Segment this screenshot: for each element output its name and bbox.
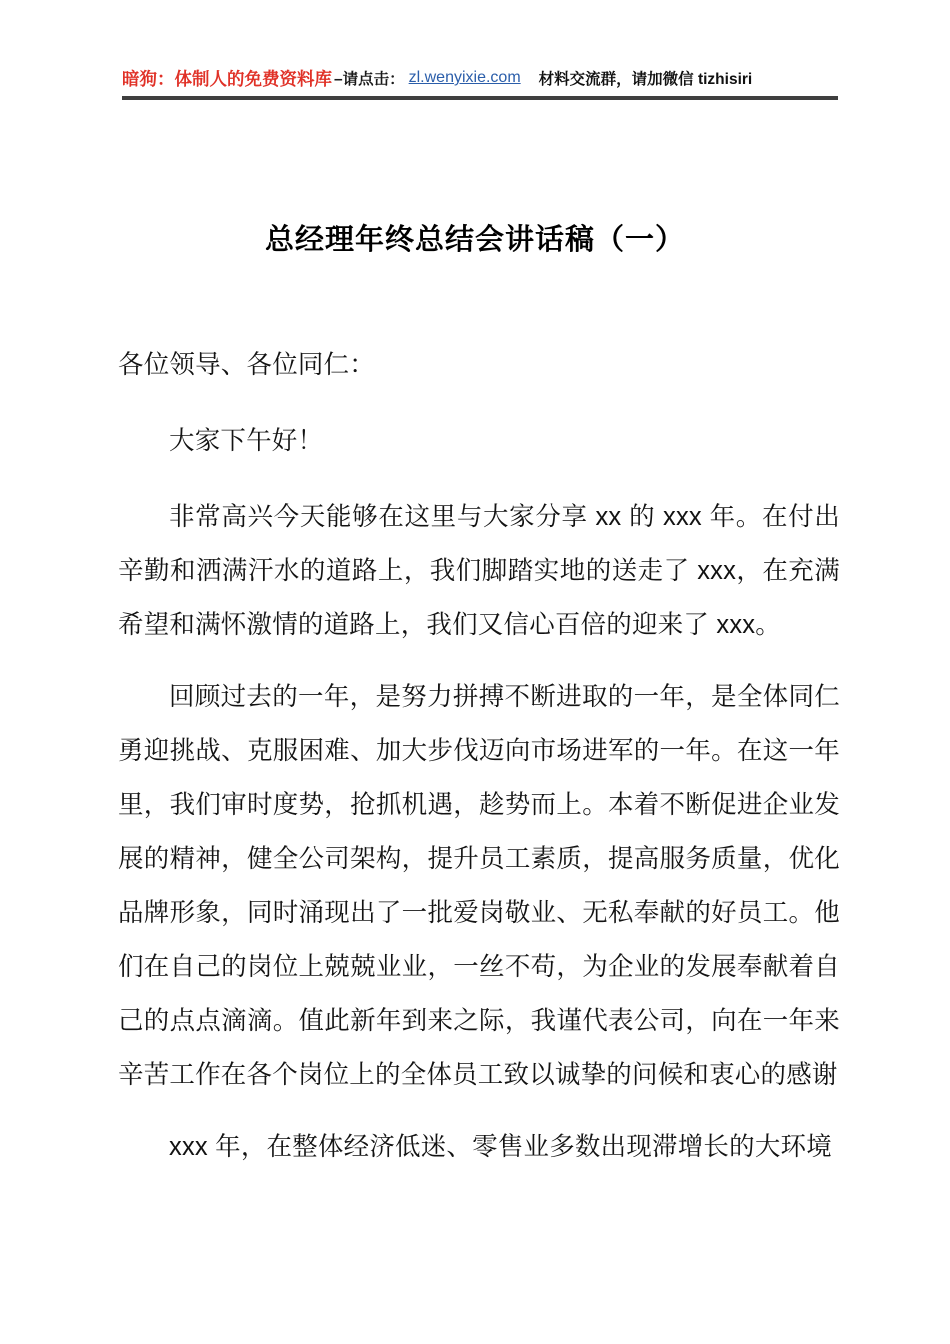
promo-wechat-text: 材料交流群，请加微信 tizhisiri [538,71,753,88]
paragraph-review: 回顾过去的一年，是努力拼搏不断进取的一年，是全体同仁勇迎挑战、克服困难、加大步伐迈向市场进军的一年。在这一年里，我们审时度势，抢抓机遇，趁势而上。本着不断促进企业发展的精神，健全公司架构，提升员工素质，提高服务质量，优化品牌形象，同时涌现出了一批爱岗敬业、无私奉献的好员工。他们在自己的岗位上兢兢业业，一丝不苟，为企业的发展奉献着自己的点点滴滴。值此新年到来之际，我谨代表公司，向在一年来辛苦工作在各个岗位上的全体员工致以诚挚的问候和衷心的感谢 [118,683,840,1089]
promo-banner [122,60,838,96]
paragraph-greeting: 大家下午好！ [169,427,324,455]
paragraph-opening: 非常高兴今天能够在这里与大家分享 xx 的 xxx 年。在付出辛勤和洒满汗水的道路上，我们脚踏实地的送走了 xxx，在充满希望和满怀激情的道路上，我们又信心百倍的迎来了 xxx。 [118,503,840,639]
promo-red-text: 暗狗：体制人的免费资料库 [122,68,332,89]
paragraph-salutation: 各位领导、各位同仁： [118,351,376,379]
document-body [118,338,840,1192]
header-divider-rule [122,96,838,100]
promo-link[interactable]: zl.wenyixie.com [408,69,521,86]
page-title: 总经理年终总结会讲话稿（一） [264,224,685,257]
paragraph-economy: xxx 年，在整体经济低迷、零售业多数出现滞增长的大环境 [169,1133,832,1161]
promo-click-prompt: –请点击： [334,71,405,88]
